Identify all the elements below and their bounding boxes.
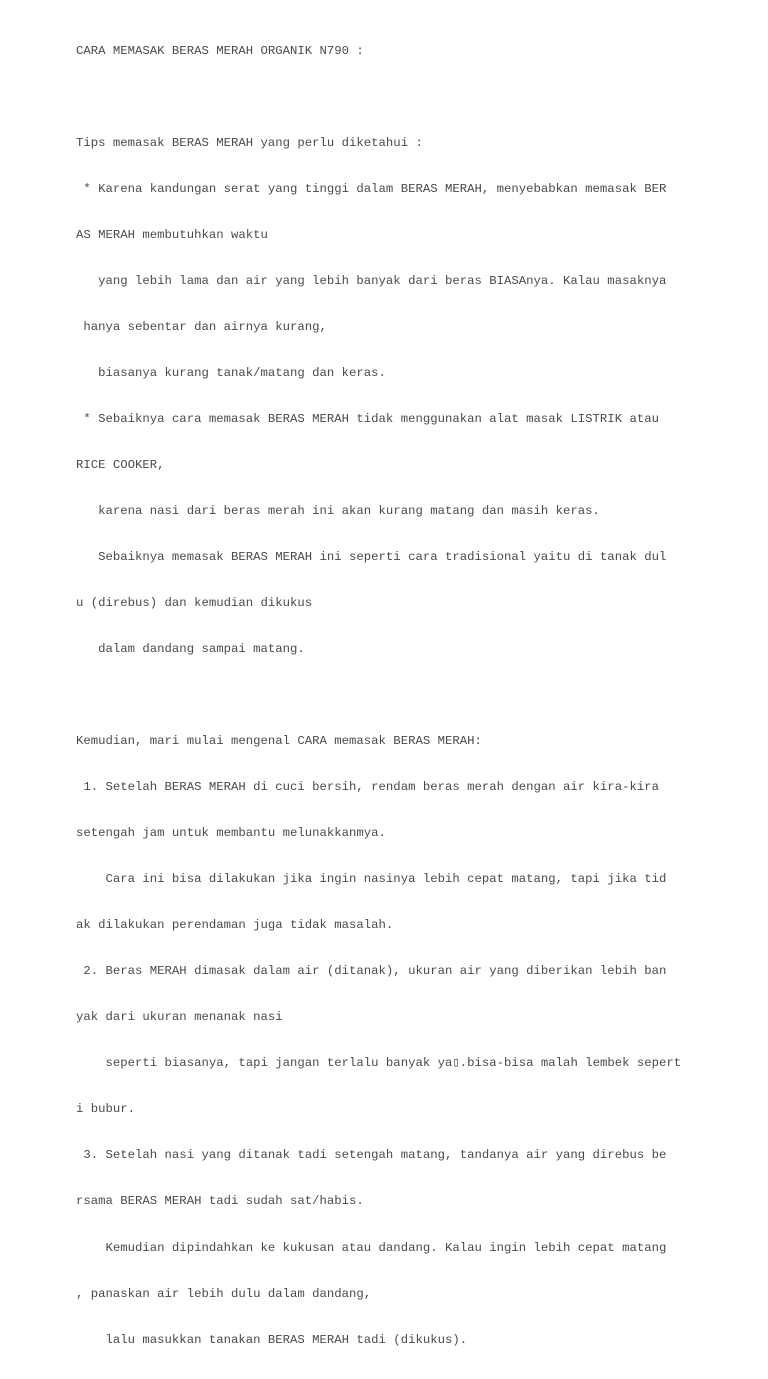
- blank-line: [76, 688, 716, 703]
- text-line: * Karena kandungan serat yang tinggi dalam BERAS MERAH, menyebabkan memasak BER: [76, 181, 667, 196]
- text-line: 3. Setelah nasi yang ditanak tadi setengah matang, tandanya air yang direbus be: [76, 1148, 667, 1163]
- text-line: yang lebih lama dan air yang lebih banyak dari beras BIASAnya. Kalau masaknya: [76, 273, 667, 288]
- blank-line: [76, 90, 716, 105]
- text-line: 2. Beras MERAH dimasak dalam air (ditanak), ukuran air yang diberikan lebih ban: [76, 964, 667, 979]
- text-line: u (direbus) dan kemudian dikukus: [76, 596, 313, 611]
- text-line: Sebaiknya memasak BERAS MERAH ini seperti cara tradisional yaitu di tanak dul: [76, 550, 667, 565]
- text-line: Cara ini bisa dilakukan jika ingin nasinya lebih cepat matang, tapi jika tid: [76, 872, 667, 887]
- text-line: * Sebaiknya cara memasak BERAS MERAH tidak menggunakan alat masak LISTRIK atau: [76, 411, 659, 426]
- text-line: karena nasi dari beras merah ini akan kurang matang dan masih keras.: [76, 504, 600, 518]
- text-line: seperti biasanya, tapi jangan terlalu banyak ya▯.bisa-bisa malah lembek sepert: [76, 1056, 682, 1071]
- text-line: 1. Setelah BERAS MERAH di cuci bersih, rendam beras merah dengan air kira-kira: [76, 780, 659, 795]
- text-line: dalam dandang sampai matang.: [76, 642, 305, 657]
- text-line: AS MERAH membutuhkan waktu: [76, 227, 268, 242]
- text-line: hanya sebentar dan airnya kurang,: [76, 319, 327, 334]
- text-line: lalu masukkan tanakan BERAS MERAH tadi (dikukus).: [76, 1332, 468, 1347]
- document-title: CARA MEMASAK BERAS MERAH ORGANIK N790 :: [76, 43, 364, 58]
- document-text: [76, 13, 716, 1379]
- text-line: Kemudian dipindahkan ke kukusan atau dandang. Kalau ingin lebih cepat matang: [76, 1240, 667, 1255]
- text-line: yak dari ukuran menanak nasi: [76, 1010, 283, 1025]
- text-line: i bubur.: [76, 1102, 136, 1117]
- text-line: ak dilakukan perendaman juga tidak masalah.: [76, 918, 394, 933]
- text-line: biasanya kurang tanak/matang dan keras.: [76, 365, 386, 380]
- text-line: setengah jam untuk membantu melunakkanmya.: [76, 826, 386, 841]
- text-line: , panaskan air lebih dulu dalam dandang,: [76, 1286, 372, 1301]
- tips-heading: Tips memasak BERAS MERAH yang perlu diketahui :: [76, 135, 423, 150]
- text-line: RICE COOKER,: [76, 457, 165, 472]
- steps-heading: Kemudian, mari mulai mengenal CARA memasak BERAS MERAH:: [76, 734, 482, 749]
- text-line: rsama BERAS MERAH tadi sudah sat/habis.: [76, 1194, 364, 1209]
